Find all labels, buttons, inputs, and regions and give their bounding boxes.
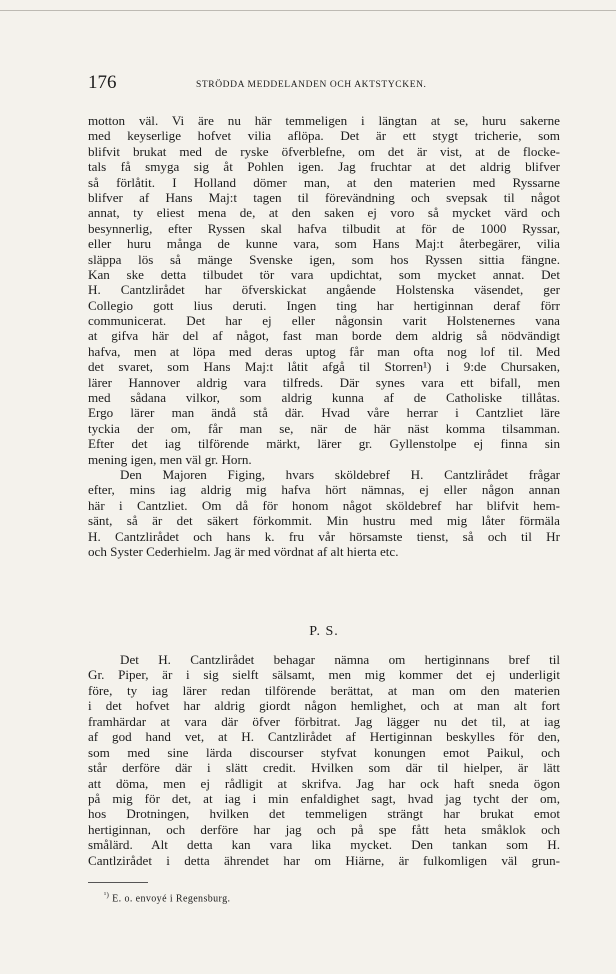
text-line: hafva, men at löpa med deras uptog får man ofta nog lof til. Med [88, 343, 560, 359]
text-line: hos Drotningen, hvilken det temmeligen strängt har brukat emot [88, 806, 560, 822]
text-line: Den Majoren Figing, hvars sköldebref H. Cantzlirådet frågar [120, 466, 560, 482]
text-line: annat, ty eliest mena de, at den saken ej voro så mycket värd och [88, 205, 560, 221]
text-line: H. Cantzlirådet har öfverskickat angående Holstenska väsendet, ger [88, 282, 560, 298]
text-line: H. Cantzlirådet och hans k. fru vår hörsamste tienst, så och til Hr [88, 528, 560, 544]
text-line: före, ty iag lärer redan tilförende berättat, at man om den materien [88, 682, 560, 698]
text-line: Efter det iag tilförende märkt, lärer gr. Gyllenstolpe ej finna sin [88, 436, 560, 452]
text-line: det svaret, som Hans Maj:t låtit afgå til Storren¹) i 9:de Chursaken, [88, 359, 560, 375]
text-line: att döma, men ej rådligit at skrifva. Jag har ock haft sneda ögon [88, 775, 560, 791]
text-line: communicerat. Det har ej eller någonsin varit Holstenernes vana [88, 313, 560, 329]
text-line: i det hofvet har aldrig giordt någon hemlighet, och at man alt fort [88, 698, 560, 714]
text-line: står derföre där i slätt credit. Hvilken som där til hielper, är lätt [88, 760, 560, 776]
main-letter-text [88, 113, 560, 559]
text-line: smålärd. Alt detta kan vara lika mycket. Den tankan som H. [88, 837, 560, 853]
text-line: släppa lös så mänge Svenske igen, som hos Ryssen sittia fängne. [88, 251, 560, 267]
running-head: STRÖDDA MEDDELANDEN OCH AKTSTYCKEN. [196, 80, 427, 90]
text-line: Collegio gott lius deruti. Ingen ting har hertiginnan deraf förr [88, 297, 560, 313]
text-line: här i Cantzliet. Om då för honom något sköldebref har blifvit hem- [88, 497, 560, 513]
postscript-text [88, 652, 560, 868]
text-line: på mig för det, at iag i min enfaldighet sagt, hvad jag tycht der om, [88, 790, 560, 806]
text-line: Cantlzirådet i detta ährendet har om Hiärne, är fulkomligen väl grun- [88, 852, 560, 868]
text-line: som med sine lärda discourser styfvat konungen emot Paikul, och [88, 744, 560, 760]
text-line: framhärdar at vara där öfver förbitrat. Jag lägger nu det til, at iag [88, 713, 560, 729]
text-line: eller huru många de kunne vara, som Hans Maj:t återbegärer, vilia [88, 236, 560, 252]
text-line: af god hand vet, at H. Cantzlirådet af Hertiginnan beskylles för den, [88, 729, 560, 745]
page-header [88, 72, 560, 98]
text-line: och Syster Cederhielm. Jag är med vördnat af alt hierta etc. [88, 543, 399, 559]
text-line: Gr. Piper, är i sig sielft sälsamt, men mig kommer det ej underligit [88, 667, 560, 683]
text-line: så förlåtit. I Holland dömer man, at den materien med Ryssarne [88, 174, 560, 190]
text-line: med keyserlige hofvet vilia aflöpa. Det är ett stygt tricherie, som [88, 128, 560, 144]
text-line: sänt, så är det säkert förkommit. Min hustru med mig låter förmäla [88, 513, 560, 529]
text-line: besynnerlig, efter Ryssen skal hafva tilbudit at för de 1000 Ryssar, [88, 220, 560, 236]
text-line: hertiginnan, och derföre har jag och på spe fått heta småklok och [88, 821, 560, 837]
text-line: med sådana vilkor, som aldrig kunna af de Catholiske tillåtas. [88, 390, 560, 406]
text-line: blifver af Hans Maj:t tagen til förevändning och svepsak til något [88, 189, 560, 205]
text-line: Ergo lärer man ändå stå där. Hvad våre herrar i Cantzliet läre [88, 405, 560, 421]
text-line: tyckia der om, får man se, när de här näst komma tilsamman. [88, 420, 560, 436]
text-line: blifvit brukat med de ryske öfverblefne, om det är vist, at de flocke- [88, 143, 560, 159]
text-line: motton väl. Vi äre nu här temmeligen i längtan at se, huru sakerne [88, 113, 560, 128]
text-line: tals få smyga sig åt Pohlen igen. Jag fruchtar at det aldrig blifver [88, 159, 560, 175]
footnote-marker: ¹) [104, 891, 110, 899]
page-number: 176 [88, 72, 117, 93]
footnote [104, 891, 230, 904]
text-line: at gifva här del af något, fast man borde dem aldrig så nödvändigt [88, 328, 560, 344]
footnote-rule [88, 882, 148, 883]
document-page [88, 0, 560, 974]
text-line: Det H. Cantzlirådet behagar nämna om hertiginnans bref til [120, 652, 560, 667]
text-line: mening igen, men väl gr. Horn. [88, 451, 252, 467]
text-line: efter, mins iag aldrig mig hafva hört nämnas, ej eller någon annan [88, 482, 560, 498]
footnote-text: E. o. envoyé i Regensburg. [112, 893, 231, 905]
text-line: lärer Hannover aldrig vara tilfreds. Där synes vara ett bifall, men [88, 374, 560, 390]
text-line: Kan ske detta tilbudet tör vara updichtat, som mycket annat. Det [88, 266, 560, 282]
postscript-heading: P. S. [309, 624, 339, 639]
